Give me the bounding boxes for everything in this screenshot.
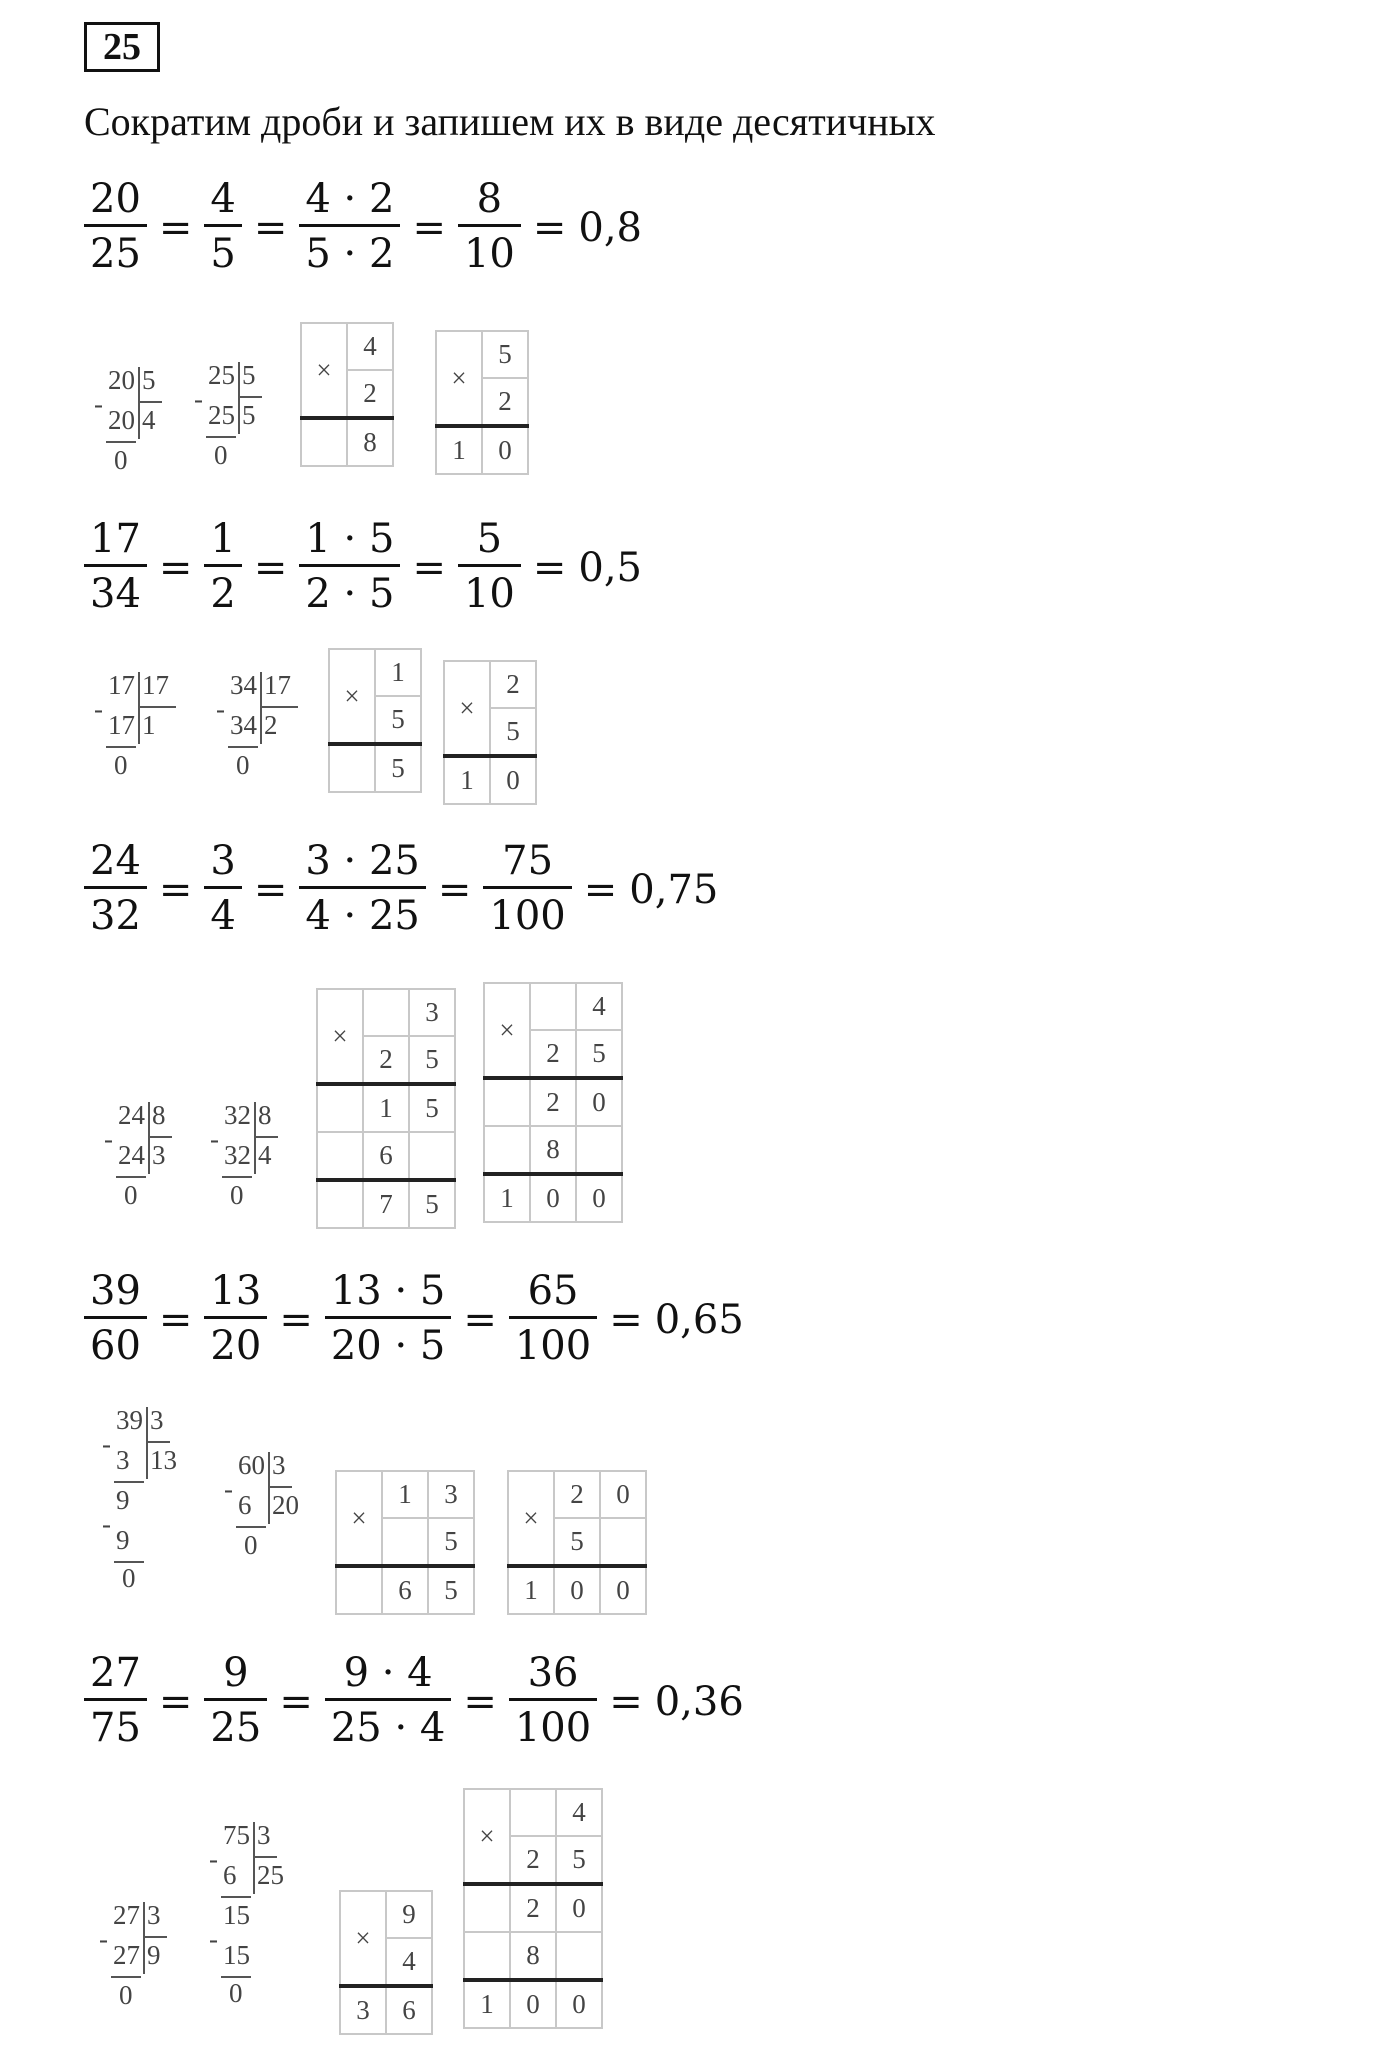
divisor-underline xyxy=(268,1486,292,1488)
remainder: 0 xyxy=(119,1980,133,2010)
digit-cell: 3 xyxy=(428,1471,474,1518)
numerator: 3 · 25 xyxy=(305,838,420,884)
long-division-4 xyxy=(216,670,332,830)
digit-cell: 2 xyxy=(482,378,528,426)
divisor: 3 xyxy=(147,1900,161,1930)
divisor-underline xyxy=(260,706,298,708)
fraction xyxy=(325,1650,452,1753)
subtrahend: 24 xyxy=(118,1140,145,1170)
divisor: 17 xyxy=(142,670,169,700)
digit-cell: 8 xyxy=(530,1126,576,1174)
subtraction-line xyxy=(106,746,136,748)
decimal-result: 0,65 xyxy=(654,1296,744,1343)
digit-cell xyxy=(317,1180,363,1228)
divider-line xyxy=(238,362,240,434)
minus-sign: - xyxy=(194,384,203,414)
digit-cell: 1 xyxy=(436,426,482,474)
subtrahend: 6 xyxy=(238,1490,252,1520)
digit-cell: 1 xyxy=(464,1980,510,2028)
equals-sign: = xyxy=(158,1296,193,1343)
equals-sign: = xyxy=(532,544,567,591)
numerator: 4 xyxy=(210,176,236,222)
digit-cell: 0 xyxy=(600,1566,646,1614)
multiplication-grid-7 xyxy=(335,1470,475,1615)
dividend: 20 xyxy=(108,365,135,395)
subtrahend-2: 15 xyxy=(223,1940,250,1970)
denominator: 60 xyxy=(84,1316,147,1371)
digit-cell xyxy=(301,418,347,466)
fraction xyxy=(509,1650,597,1753)
digit-cell: 5 xyxy=(556,1836,602,1884)
divider-line xyxy=(146,1407,148,1479)
divisor-underline xyxy=(138,706,176,708)
minus-sign: - xyxy=(209,1844,218,1874)
dividend: 27 xyxy=(113,1900,140,1930)
numerator: 24 xyxy=(90,838,141,884)
equals-sign: = xyxy=(463,1296,497,1343)
digit-cell: 9 xyxy=(386,1891,432,1938)
subtraction-line xyxy=(228,746,258,748)
divisor-underline xyxy=(254,1136,278,1138)
fraction xyxy=(325,1268,452,1371)
digit-cell: 0 xyxy=(530,1174,576,1222)
fraction xyxy=(204,838,241,941)
numerator: 1 · 5 xyxy=(305,516,395,562)
fraction xyxy=(299,516,400,619)
fraction-equation-4 xyxy=(84,1268,744,1371)
digit-cell xyxy=(600,1518,646,1566)
fraction xyxy=(84,516,147,619)
multiplication-grid-6 xyxy=(483,982,623,1223)
minus-sign: - xyxy=(224,1474,233,1504)
long-division-10 xyxy=(209,1820,325,2008)
subtraction-line xyxy=(222,1176,252,1178)
digit-cell: 6 xyxy=(363,1132,409,1180)
minus-sign: - xyxy=(99,1924,108,1954)
divisor-underline xyxy=(143,1936,167,1938)
divisor-underline xyxy=(138,401,162,403)
digit-cell: 0 xyxy=(556,1980,602,2028)
equals-sign: = xyxy=(158,204,193,251)
subtrahend: 25 xyxy=(208,400,235,430)
long-division-8 xyxy=(224,1450,340,1610)
subtraction-line xyxy=(111,1976,141,1978)
numerator: 13 xyxy=(210,1268,262,1314)
subtraction-line xyxy=(106,441,136,443)
divider-line xyxy=(138,672,140,744)
multiply-sign: × xyxy=(340,1891,386,1986)
remainder: 0 xyxy=(214,440,228,470)
digit-cell xyxy=(464,1932,510,1980)
digit-cell: 1 xyxy=(444,756,490,804)
remainder: 0 xyxy=(124,1180,138,1210)
subtraction-line xyxy=(221,1896,251,1898)
subtrahend: 34 xyxy=(230,710,257,740)
denominator: 2 · 5 xyxy=(299,564,400,619)
equals-sign: = xyxy=(158,1678,193,1725)
digit-cell xyxy=(329,744,375,792)
long-division-7 xyxy=(102,1405,218,1593)
divisor-underline xyxy=(238,396,262,398)
denominator: 100 xyxy=(509,1316,597,1371)
fraction xyxy=(84,838,147,941)
digit-cell: 4 xyxy=(386,1938,432,1986)
multiply-sign: × xyxy=(484,983,530,1078)
digit-cell: 0 xyxy=(554,1566,600,1614)
remainder: 0 xyxy=(114,445,128,475)
denominator: 100 xyxy=(509,1698,597,1753)
fraction xyxy=(509,1268,597,1371)
equals-sign: = xyxy=(279,1678,313,1725)
digit-cell: 5 xyxy=(554,1518,600,1566)
fraction xyxy=(204,1268,267,1371)
long-division-5 xyxy=(104,1100,220,1260)
digit-cell: 2 xyxy=(510,1836,556,1884)
digit-cell: 1 xyxy=(508,1566,554,1614)
remainder: 0 xyxy=(122,1563,136,1593)
divisor: 17 xyxy=(264,670,291,700)
digit-cell: 1 xyxy=(363,1084,409,1132)
multiplication-grid-2 xyxy=(435,330,529,475)
multiplication-grid-5 xyxy=(316,988,456,1229)
digit-cell xyxy=(576,1126,622,1174)
quotient: 2 xyxy=(264,710,278,740)
digit-cell: 3 xyxy=(409,989,455,1036)
subtraction-line xyxy=(206,436,236,438)
digit-cell: 5 xyxy=(428,1518,474,1566)
subtraction-line xyxy=(236,1526,266,1528)
task-heading: Сократим дроби и запишем их в виде десятичных xyxy=(84,99,936,144)
digit-cell: 6 xyxy=(386,1986,432,2034)
digit-cell: 0 xyxy=(576,1174,622,1222)
digit-cell: 5 xyxy=(375,744,421,792)
divider-line xyxy=(260,672,262,744)
multiplication-grid-4 xyxy=(443,660,537,805)
quotient: 13 xyxy=(150,1445,177,1475)
digit-cell xyxy=(363,989,409,1036)
subtrahend-2: 9 xyxy=(116,1525,130,1555)
digit-cell xyxy=(530,983,576,1030)
minus-sign: - xyxy=(94,694,103,724)
digit-cell xyxy=(484,1078,530,1126)
divider-line xyxy=(148,1102,150,1174)
remainder: 0 xyxy=(230,1180,244,1210)
minus-sign: - xyxy=(104,1124,113,1154)
decimal-result: 0,5 xyxy=(578,544,642,591)
minus-sign: - xyxy=(209,1924,218,1954)
digit-cell xyxy=(336,1566,382,1614)
digit-cell: 0 xyxy=(556,1884,602,1932)
denominator: 4 · 25 xyxy=(299,886,426,941)
denominator: 100 xyxy=(483,886,571,941)
digit-cell: 2 xyxy=(347,370,393,418)
digit-cell: 5 xyxy=(409,1036,455,1084)
long-division-2 xyxy=(194,360,310,520)
decimal-result: 0,75 xyxy=(629,866,719,913)
equals-sign: = xyxy=(412,204,446,251)
digit-cell: 5 xyxy=(409,1084,455,1132)
digit-cell: 5 xyxy=(490,708,536,756)
equals-sign: = xyxy=(253,204,288,251)
denominator: 5 · 2 xyxy=(299,224,400,279)
dividend: 75 xyxy=(223,1820,250,1850)
divisor-underline xyxy=(146,1441,170,1443)
subtrahend: 17 xyxy=(108,710,135,740)
digit-cell xyxy=(510,1789,556,1836)
dividend: 60 xyxy=(238,1450,265,1480)
fraction xyxy=(84,1268,147,1371)
subtrahend: 32 xyxy=(224,1140,251,1170)
multiply-sign: × xyxy=(508,1471,554,1566)
denominator: 4 xyxy=(204,886,241,941)
digit-cell: 0 xyxy=(510,1980,556,2028)
dividend: 34 xyxy=(230,670,257,700)
numerator: 65 xyxy=(527,1268,579,1314)
digit-cell: 2 xyxy=(530,1030,576,1078)
multiply-sign: × xyxy=(444,661,490,756)
divisor: 5 xyxy=(242,360,256,390)
decimal-result: 0,36 xyxy=(654,1678,744,1725)
subtrahend: 3 xyxy=(116,1445,130,1475)
minus-sign: - xyxy=(102,1509,111,1539)
task-number: 25 xyxy=(84,22,160,72)
multiply-sign: × xyxy=(464,1789,510,1884)
denominator: 32 xyxy=(84,886,147,941)
fraction-equation-5 xyxy=(84,1650,744,1753)
equals-sign: = xyxy=(583,866,618,913)
digit-cell: 2 xyxy=(554,1471,600,1518)
quotient: 25 xyxy=(257,1860,284,1890)
numerator: 13 · 5 xyxy=(330,1268,446,1314)
digit-cell: 5 xyxy=(482,331,528,378)
dividend: 39 xyxy=(116,1405,143,1435)
digit-cell xyxy=(382,1518,428,1566)
quotient: 20 xyxy=(272,1490,299,1520)
digit-cell: 0 xyxy=(490,756,536,804)
digit-cell: 2 xyxy=(510,1884,556,1932)
equals-sign: = xyxy=(532,204,567,251)
long-division-9 xyxy=(99,1900,215,2060)
denominator: 34 xyxy=(84,564,147,619)
minus-sign: - xyxy=(102,1429,111,1459)
quotient: 9 xyxy=(147,1940,161,1970)
numerator: 27 xyxy=(90,1650,141,1696)
digit-cell xyxy=(317,1084,363,1132)
denominator: 5 xyxy=(204,224,241,279)
divisor: 8 xyxy=(258,1100,272,1130)
divisor: 5 xyxy=(142,365,156,395)
quotient: 3 xyxy=(152,1140,166,1170)
digit-cell: 7 xyxy=(363,1180,409,1228)
divisor-underline xyxy=(253,1856,277,1858)
digit-cell: 2 xyxy=(363,1036,409,1084)
equals-sign: = xyxy=(412,544,446,591)
long-division-3 xyxy=(94,670,210,830)
numerator: 20 xyxy=(90,176,141,222)
subtrahend: 20 xyxy=(108,405,135,435)
fraction xyxy=(299,176,400,279)
remainder: 0 xyxy=(114,750,128,780)
digit-cell xyxy=(556,1932,602,1980)
digit-cell: 5 xyxy=(428,1566,474,1614)
digit-cell xyxy=(484,1126,530,1174)
numerator: 36 xyxy=(527,1650,579,1696)
multiply-sign: × xyxy=(436,331,482,426)
denominator: 25 xyxy=(204,1698,267,1753)
subtraction-line xyxy=(116,1176,146,1178)
digit-cell: 0 xyxy=(482,426,528,474)
multiply-sign: × xyxy=(317,989,363,1084)
denominator: 2 xyxy=(204,564,241,619)
multiplication-grid-1 xyxy=(300,322,394,467)
digit-cell: 4 xyxy=(347,323,393,370)
minus-sign: - xyxy=(210,1124,219,1154)
divider-line xyxy=(138,367,140,439)
minus-sign: - xyxy=(216,694,225,724)
numerator: 8 xyxy=(476,176,503,222)
divider-line xyxy=(143,1902,145,1974)
multiply-sign: × xyxy=(336,1471,382,1566)
fraction xyxy=(458,176,521,279)
fraction-equation-3 xyxy=(84,838,718,941)
fraction xyxy=(204,516,241,619)
denominator: 20 · 5 xyxy=(325,1316,452,1371)
equals-sign: = xyxy=(609,1296,643,1343)
fraction xyxy=(483,838,571,941)
digit-cell: 1 xyxy=(382,1471,428,1518)
equals-sign: = xyxy=(158,866,193,913)
divider-line xyxy=(268,1452,270,1524)
quotient: 1 xyxy=(142,710,156,740)
digit-cell: 4 xyxy=(556,1789,602,1836)
divider-line xyxy=(253,1822,255,1894)
digit-cell: 6 xyxy=(382,1566,428,1614)
digit-cell: 1 xyxy=(375,649,421,696)
fraction-equation-1 xyxy=(84,176,642,279)
fraction xyxy=(204,1650,267,1753)
numerator: 75 xyxy=(502,838,554,884)
digit-cell: 5 xyxy=(375,696,421,744)
quotient: 4 xyxy=(258,1140,272,1170)
remainder: 0 xyxy=(229,1978,243,2008)
equals-sign: = xyxy=(253,544,288,591)
subtrahend: 6 xyxy=(223,1860,237,1890)
subtrahend: 27 xyxy=(113,1940,140,1970)
dividend: 24 xyxy=(118,1100,145,1130)
divider-line xyxy=(254,1102,256,1174)
digit-cell: 1 xyxy=(484,1174,530,1222)
fraction xyxy=(84,176,147,279)
subtraction-line xyxy=(114,1481,144,1483)
multiply-sign: × xyxy=(329,649,375,744)
numerator: 4 · 2 xyxy=(305,176,395,222)
remainder: 0 xyxy=(244,1530,258,1560)
fraction xyxy=(458,516,521,619)
denominator: 25 xyxy=(84,224,147,279)
numerator: 5 xyxy=(476,516,503,562)
digit-cell: 2 xyxy=(490,661,536,708)
digit-cell: 2 xyxy=(530,1078,576,1126)
fraction xyxy=(204,176,241,279)
multiplication-grid-9 xyxy=(339,1890,433,2035)
equals-sign: = xyxy=(437,866,472,913)
quotient: 5 xyxy=(242,400,256,430)
dividend: 32 xyxy=(224,1100,251,1130)
digit-cell xyxy=(317,1132,363,1180)
digit-cell: 4 xyxy=(576,983,622,1030)
divisor: 3 xyxy=(257,1820,271,1850)
minus-sign: - xyxy=(94,389,103,419)
digit-cell xyxy=(409,1132,455,1180)
intermediate: 15 xyxy=(223,1900,250,1930)
divisor: 3 xyxy=(150,1405,164,1435)
divisor: 3 xyxy=(272,1450,286,1480)
denominator: 10 xyxy=(458,564,521,619)
fraction-equation-2 xyxy=(84,516,642,619)
denominator: 25 · 4 xyxy=(325,1698,452,1753)
digit-cell: 3 xyxy=(340,1986,386,2034)
numerator: 17 xyxy=(90,516,141,562)
long-division-6 xyxy=(210,1100,326,1260)
denominator: 20 xyxy=(204,1316,267,1371)
decimal-result: 0,8 xyxy=(578,204,642,251)
multiplication-grid-3 xyxy=(328,648,422,793)
numerator: 9 · 4 xyxy=(343,1650,433,1696)
denominator: 10 xyxy=(458,224,521,279)
fraction xyxy=(84,1650,147,1753)
quotient: 4 xyxy=(142,405,156,435)
digit-cell xyxy=(464,1884,510,1932)
equals-sign: = xyxy=(279,1296,313,1343)
numerator: 1 xyxy=(210,516,236,562)
dividend: 25 xyxy=(208,360,235,390)
dividend: 17 xyxy=(108,670,135,700)
divisor-underline xyxy=(148,1136,172,1138)
numerator: 39 xyxy=(90,1268,141,1314)
multiply-sign: × xyxy=(301,323,347,418)
equals-sign: = xyxy=(463,1678,497,1725)
digit-cell: 8 xyxy=(347,418,393,466)
digit-cell: 0 xyxy=(576,1078,622,1126)
equals-sign: = xyxy=(253,866,288,913)
denominator: 75 xyxy=(84,1698,147,1753)
divisor: 8 xyxy=(152,1100,166,1130)
digit-cell: 8 xyxy=(510,1932,556,1980)
fraction xyxy=(299,838,426,941)
equals-sign: = xyxy=(158,544,193,591)
multiplication-grid-10 xyxy=(463,1788,603,2029)
multiplication-grid-8 xyxy=(507,1470,647,1615)
numerator: 3 xyxy=(210,838,236,884)
digit-cell: 5 xyxy=(576,1030,622,1078)
numerator: 9 xyxy=(223,1650,249,1696)
remainder: 0 xyxy=(236,750,250,780)
digit-cell: 5 xyxy=(409,1180,455,1228)
intermediate: 9 xyxy=(116,1485,130,1515)
equals-sign: = xyxy=(609,1678,643,1725)
digit-cell: 0 xyxy=(600,1471,646,1518)
